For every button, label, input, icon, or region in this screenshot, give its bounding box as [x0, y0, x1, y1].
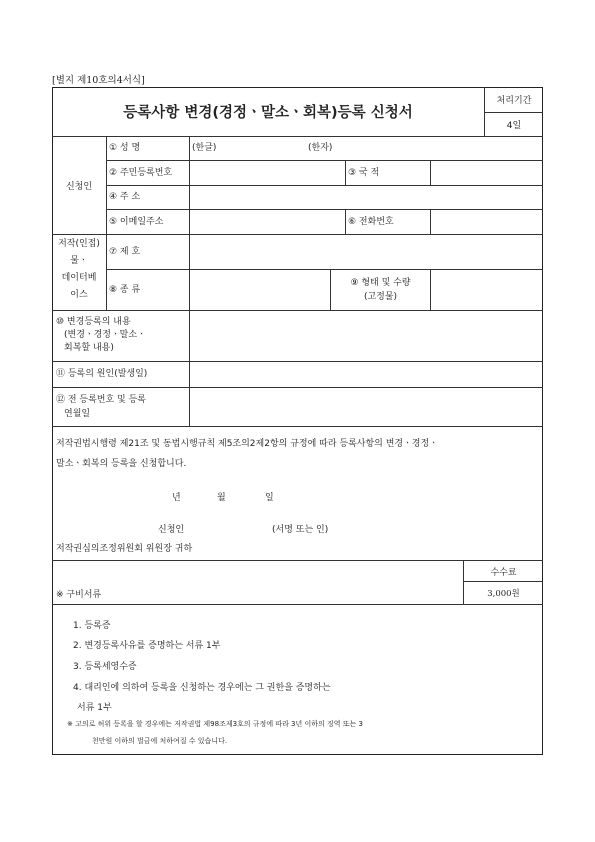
name-label: ① 성 명: [109, 143, 141, 153]
resident-number-field[interactable]: [192, 163, 342, 183]
change-content-label: ⑩ 변경등록의 내용 (변경ㆍ경정ㆍ말소ㆍ 회복할 내용): [56, 317, 146, 353]
name-hangul-field[interactable]: [230, 139, 304, 157]
required-documents-label: ※ 구비서류: [56, 590, 102, 600]
document-item: 3. 등록세영수증: [73, 662, 137, 672]
address-field[interactable]: [192, 188, 540, 207]
name-hangul-label: (한글): [192, 143, 217, 153]
penalty-note-line-2: 천만원 이하의 벌금에 처하여질 수 있습니다.: [92, 737, 228, 745]
name-hanja-label: (한자): [308, 143, 333, 153]
signature-note: (서명 또는 인): [272, 525, 329, 535]
applicant-signature-field[interactable]: [195, 518, 265, 536]
statement-line-2: 말소ㆍ회복의 등록을 신청합니다.: [56, 459, 187, 469]
phone-label: ⑥ 전화번호: [348, 217, 394, 227]
work-form-quantity-field[interactable]: [433, 273, 540, 307]
previous-registration-field[interactable]: [192, 390, 540, 423]
name-hanja-field[interactable]: [340, 139, 540, 157]
registration-cause-label: ⑪ 등록의 원인(발생일): [56, 369, 148, 379]
email-field[interactable]: [192, 212, 342, 232]
form-title-cell: [52, 87, 484, 136]
date-day-label: 일: [265, 493, 274, 503]
registration-cause-field[interactable]: [192, 364, 540, 385]
nationality-field[interactable]: [433, 163, 540, 183]
email-label: ⑤ 이메일주소: [109, 217, 164, 227]
document-item: 4. 대리인에 의하여 등록을 신청하는 경우에는 그 권한을 증명하는: [73, 683, 331, 693]
applicant-section-label: 신청인: [65, 181, 93, 192]
work-type-label: ⑧ 종 류: [109, 285, 141, 295]
addressee: 저작권심의조정위원회 위원장 귀하: [56, 544, 193, 554]
date-month-label: 월: [217, 493, 226, 503]
resident-number-label: ② 주민등록번호: [109, 168, 173, 178]
processing-period-value: 4일: [506, 121, 522, 131]
processing-period-label: 처리기간: [496, 96, 532, 106]
work-form-quantity-label: ⑨ 형태 및 수량 (고정물): [350, 278, 411, 302]
document-item: 1. 등록증: [73, 621, 111, 631]
work-title-field[interactable]: [192, 238, 540, 266]
statement-line-1: 저작권법시행령 제21조 및 동법시행규칙 제5조의2제2항의 규정에 따라 등록사항의 변경ㆍ경정ㆍ: [56, 439, 438, 449]
change-content-field[interactable]: [192, 313, 540, 358]
document-item: 서류 1부: [77, 703, 112, 713]
fee-value: 3,000원: [487, 589, 520, 599]
previous-registration-label: ⑫ 전 등록번호 및 등록 연월일: [56, 395, 146, 419]
nationality-label: ③ 국 적: [348, 168, 380, 178]
work-type-field[interactable]: [192, 273, 327, 307]
address-label: ④ 주 소: [109, 192, 141, 202]
document-item: 2. 변경등록사유를 증명하는 서류 1부: [73, 641, 221, 651]
date-year-label: 년: [172, 493, 181, 503]
applicant-signature-label: 신청인: [158, 525, 185, 535]
penalty-note-line-1: ※ 고의로 허위 등록을 할 경우에는 저작권법 제98조제3호의 규정에 따라 3년 이하의 징역 또는 3: [67, 720, 363, 728]
form-number: [별지 제10호의4서식]: [52, 75, 145, 86]
phone-field[interactable]: [433, 212, 540, 232]
work-section-label: 저작(인접) 물ㆍ 데이터베 이스: [58, 239, 100, 300]
form-title: 등록사항 변경(경정ㆍ말소ㆍ회복)등록 신청서: [123, 105, 413, 121]
fee-label: 수수료: [490, 567, 517, 578]
work-title-label: ⑦ 제 호: [109, 247, 141, 257]
